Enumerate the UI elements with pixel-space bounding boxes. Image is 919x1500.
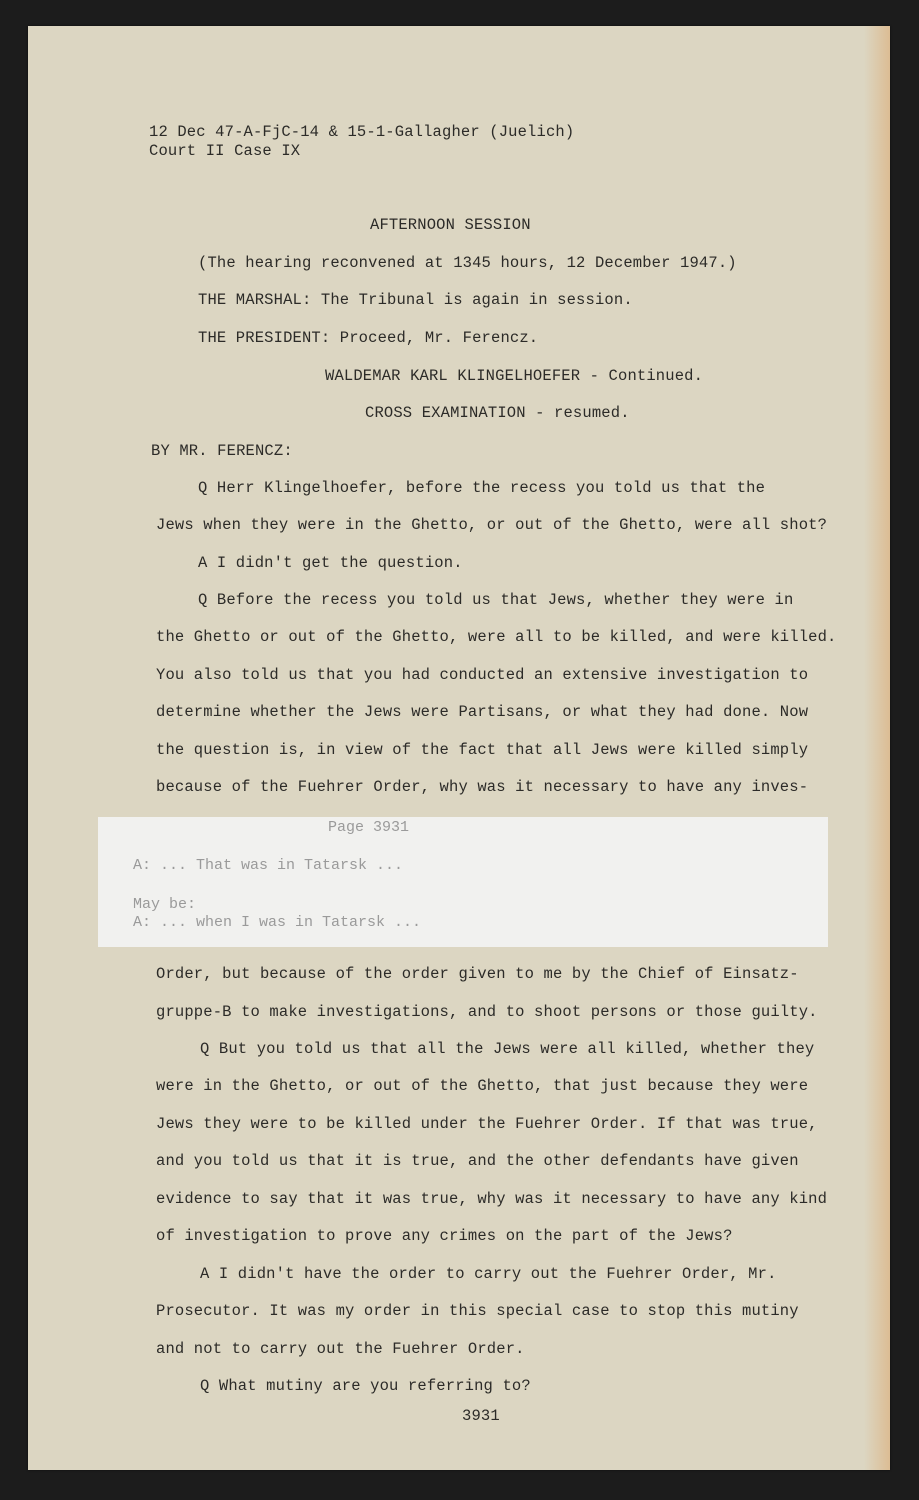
body-line: Q Herr Klingelhoefer, before the recess you told us that the xyxy=(198,479,766,497)
body-line: the question is, in view of the fact that all Jews were killed simply xyxy=(156,741,809,759)
body-line: were in the Ghetto, or out of the Ghetto, that just because they were xyxy=(156,1077,809,1095)
reconvened-line: (The hearing reconvened at 1345 hours, 12 December 1947.) xyxy=(198,254,737,272)
body-line: Q What mutiny are you referring to? xyxy=(200,1377,531,1395)
body-line: Jews when they were in the Ghetto, or out of the Ghetto, were all shot? xyxy=(156,516,828,534)
body-line: A I didn't get the question. xyxy=(198,554,463,572)
body-line: and not to carry out the Fuehrer Order. xyxy=(156,1340,525,1358)
body-line: and you told us that it is true, and the other defendants have given xyxy=(156,1152,799,1170)
session-heading: AFTERNOON SESSION xyxy=(370,216,531,234)
cross-examination-line: CROSS EXAMINATION - resumed. xyxy=(365,404,630,422)
body-line: Q Before the recess you told us that Jews, whether they were in xyxy=(198,591,794,609)
header-line-2: Court II Case IX xyxy=(149,142,301,160)
president-line: THE PRESIDENT: Proceed, Mr. Ferencz. xyxy=(198,329,539,347)
body-line: gruppe-B to make investigations, and to shoot persons or those guilty. xyxy=(156,1003,818,1021)
body-line: of investigation to prove any crimes on the part of the Jews? xyxy=(156,1227,733,1245)
document-page xyxy=(28,26,890,1470)
errata-original-line: A: ... That was in Tatarsk ... xyxy=(133,857,404,874)
errata-correction-line: A: ... when I was in Tatarsk ... xyxy=(133,914,422,931)
header-line-1: 12 Dec 47-A-FjC-14 & 15-1-Gallagher (Juelich) xyxy=(149,123,575,141)
errata-may-be-label: May be: xyxy=(133,896,197,913)
body-line: Prosecutor. It was my order in this special case to stop this mutiny xyxy=(156,1302,799,1320)
body-line: Order, but because of the order given to me by the Chief of Einsatz- xyxy=(156,965,799,983)
body-line: Jews they were to be killed under the Fuehrer Order. If that was true, xyxy=(156,1115,818,1133)
page-number: 3931 xyxy=(462,1407,500,1425)
body-line: A I didn't have the order to carry out the Fuehrer Order, Mr. xyxy=(200,1265,777,1283)
by-line: BY MR. FERENCZ: xyxy=(151,442,293,460)
body-line: Q But you told us that all the Jews were all killed, whether they xyxy=(200,1040,815,1058)
body-line: determine whether the Jews were Partisans, or what they had done. Now xyxy=(156,703,809,721)
body-line: You also told us that you had conducted an extensive investigation to xyxy=(156,666,809,684)
errata-page-label: Page 3931 xyxy=(328,819,410,836)
body-line: the Ghetto or out of the Ghetto, were all to be killed, and were killed. xyxy=(156,628,837,646)
errata-slip xyxy=(98,817,828,947)
marshal-line: THE MARSHAL: The Tribunal is again in session. xyxy=(198,291,633,309)
body-line: evidence to say that it was true, why was it necessary to have any kind xyxy=(156,1190,828,1208)
body-line: because of the Fuehrer Order, why was it necessary to have any inves- xyxy=(156,778,809,796)
witness-line: WALDEMAR KARL KLINGELHOEFER - Continued. xyxy=(325,367,704,385)
